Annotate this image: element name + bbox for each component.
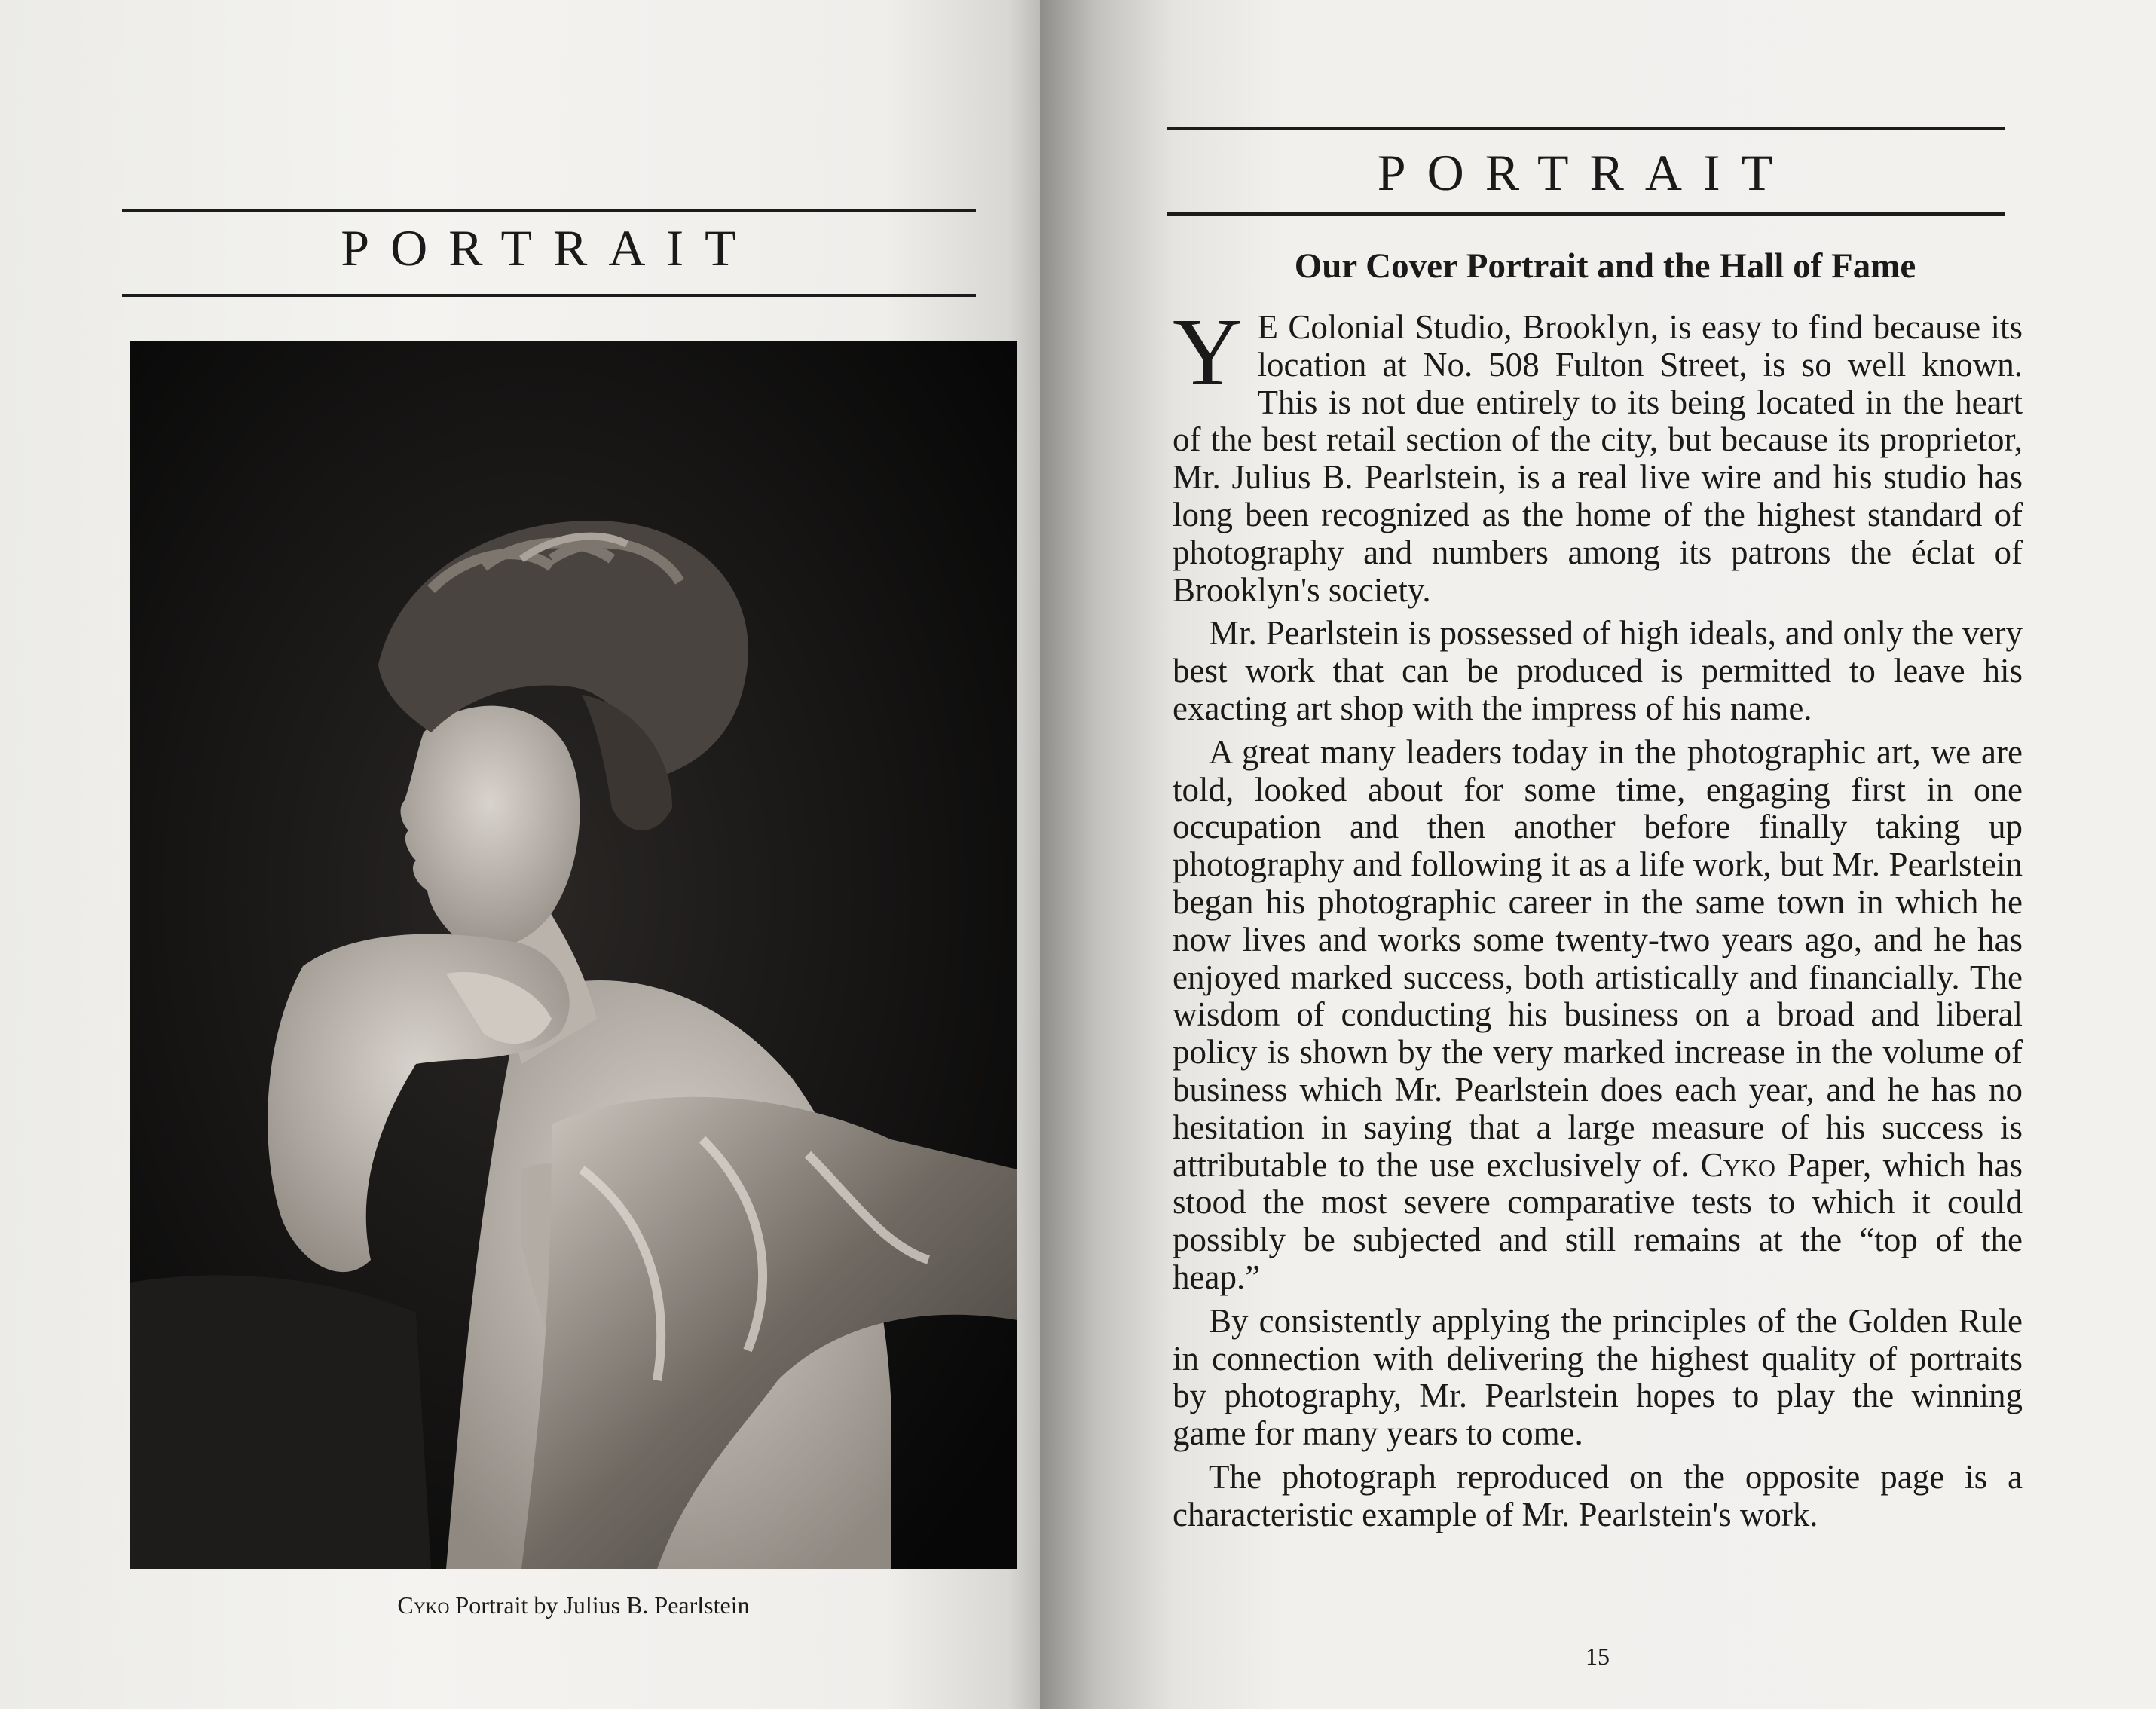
portrait-photo-illustration [130,341,1017,1569]
paragraph-3-small-caps: Cyko [1700,1145,1776,1184]
bottom-rule-right [1167,212,2005,216]
paragraph-4: By consistently applying the principles of the Golden Rule in connection with delivering the highest quality of portraits by photography, Mr. Pearlstein hopes to play the winning game for many years to come. [1173,1301,2023,1453]
running-head-right: PORTRAIT [1377,144,1794,201]
caption-text: Portrait by Julius B. Pearlstein [449,1591,750,1619]
page-number: 15 [1586,1643,1610,1670]
drop-cap: Y [1173,298,1243,405]
paragraph-1-text: E Colonial Studio, Brooklyn, is easy to find because its location at No. 508 Fulton Street, is so well known. This is not due entirely to its being located in the heart of the best retail section of the city, but because its proprietor, Mr. Julius B. Pearlstein, is a real live wire and his studio has long been recognized as the home of the highest standard of photography and numbers among its patrons the éclat of Brooklyn's society. [1173,308,2023,609]
photo-caption [130,1591,1017,1619]
caption-small-caps: Cyko [397,1591,450,1619]
top-rule-left [122,209,976,212]
paragraph-3 [1173,734,2023,1297]
left-page [0,0,1040,1709]
paragraph-3-tail: Paper, which has stood the most severe comparative tests to which it could possibly be subjected and still remains at the “top of the heap.” [1173,1145,2023,1296]
article-title: Our Cover Portrait and the Hall of Fame [1294,246,1916,286]
top-rule-right [1167,127,2005,130]
article-body [1173,298,2023,1540]
running-head-left: PORTRAIT [341,219,757,277]
portrait-photo [130,341,1017,1569]
bottom-rule-left [122,294,976,297]
paragraph-3-text: A great many leaders today in the photographic art, we are told, looked about for some time, engaging first in one occupation and then another before finally taking up photography and following it as a life work, but Mr. Pearlstein began his photographic career in the same town in which he now lives and works some twenty-two years ago, and he has enjoyed marked success, both artistically and financially. The wisdom of conducting his business on a broad and liberal policy is shown by the very marked increase in the volume of business which Mr. Pearlstein does each year, and he has no hesitation in saying that a large measure of his success is attributable to the use exclusively of. [1173,732,2023,1184]
paragraph-5: The photograph reproduced on the opposite page is a characteristic example of Mr. Pearlstein's work. [1173,1457,2023,1533]
paragraph-1 [1173,298,2023,609]
paragraph-2: Mr. Pearlstein is possessed of high ideals, and only the very best work that can be produced is permitted to leave his exacting art shop with the impress of his name. [1173,614,2023,727]
